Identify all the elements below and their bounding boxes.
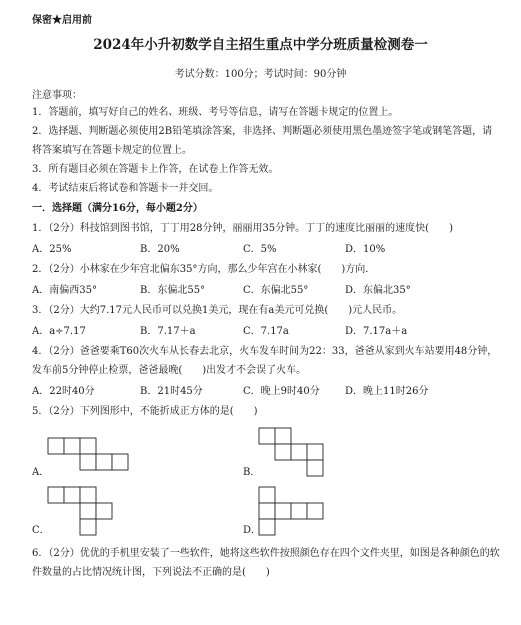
question-5-option-b[interactable]: B． [243, 467, 261, 478]
question-4-option-c[interactable]: C．晚上9时40分 [243, 386, 320, 397]
question-2-option-d[interactable]: D．东偏北35° [345, 285, 411, 296]
secret-label: 保密★启用前 [32, 15, 92, 26]
cube-net-a [48, 438, 128, 478]
note-item: 3．所有题目必须在答题卡上作答，在试卷上作答无效。 [32, 164, 279, 175]
question-1-option-d[interactable]: D．10% [345, 244, 386, 255]
cube-net-c [48, 487, 112, 537]
question-1-stem: 1．（2分）科技馆到图书馆，丁丁用28分钟，丽丽用35分钟。丁丁的速度比丽丽的速度快( ) [32, 223, 453, 234]
note-item: 2．选择题、判断题必须使用2B铅笔填涂答案，非选择、判断题必须使用黑色墨迹签字笔或钢笔答题，请 [32, 126, 493, 137]
question-4-option-b[interactable]: B．21时45分 [140, 386, 203, 397]
cube-net-d [259, 487, 323, 537]
question-6-stem: 6．（2分）优优的手机里安装了一些软件，她将这些软件按照颜色存在四个文件夹里，如图是各种颜色的软 [32, 548, 500, 559]
section-heading: 一．选择题（满分16分，每小题2分） [32, 203, 203, 214]
exam-title: 2024年小升初数学自主招生重点中学分班质量检测卷一 [93, 37, 428, 53]
question-6-stem-continued: 件数量的占比情况统计图，下列说法不正确的是( ) [32, 567, 270, 578]
question-5-option-a[interactable]: A． [32, 467, 50, 478]
question-1-option-b[interactable]: B．20% [140, 244, 180, 255]
question-5-stem: 5．（2分）下列图形中，不能折成正方体的是( ) [32, 406, 258, 417]
note-item: 4．考试结束后将试卷和答题卡一并交回。 [32, 183, 219, 194]
question-3-option-c[interactable]: C．7.17a [243, 326, 289, 337]
note-item: 1．答题前，填写好自己的姓名、班级、考号等信息，请写在答题卡规定的位置上。 [32, 107, 399, 118]
question-3-option-b[interactable]: B．7.17＋a [140, 326, 196, 337]
question-2-option-c[interactable]: C．东偏北55° [243, 285, 309, 296]
notes-heading: 注意事项： [32, 90, 82, 101]
question-3-option-d[interactable]: D．7.17a＋a [345, 326, 408, 337]
question-2-option-b[interactable]: B．东偏北55° [140, 285, 206, 296]
note-item: 将答案填写在答题卡规定的位置上。 [32, 145, 192, 156]
question-4-option-a[interactable]: A．22时40分 [32, 386, 95, 397]
question-1-option-a[interactable]: A．25% [32, 244, 72, 255]
question-4-stem: 4．（2分）爸爸要乘T60次火车从长春去北京，火车发车时间为22：33，爸爸从家到火车站要用48分钟， [32, 346, 498, 357]
question-5-option-d[interactable]: D． [243, 525, 262, 536]
question-1-option-c[interactable]: C．5% [243, 244, 277, 255]
question-3-stem: 3．（2分）大约7.17元人民币可以兑换1美元，现在有a美元可兑换( )元人民币。 [32, 305, 403, 316]
question-2-option-a[interactable]: A．南偏西35° [32, 285, 97, 296]
question-5-option-c[interactable]: C． [32, 525, 50, 536]
question-3-option-a[interactable]: A．a÷7.17 [32, 326, 86, 337]
exam-info: 考试分数：100分；考试时间：90分钟 [174, 69, 347, 80]
question-2-stem: 2．（2分）小林家在少年宫北偏东35°方向，那么少年宫在小林家( )方向． [32, 264, 376, 275]
question-4-option-d[interactable]: D．晚上11时26分 [345, 386, 429, 397]
question-4-stem-continued: 发车前5分钟停止检票，爸爸最晚( )出发才不会误了火车。 [32, 365, 307, 376]
cube-net-b [259, 428, 323, 480]
